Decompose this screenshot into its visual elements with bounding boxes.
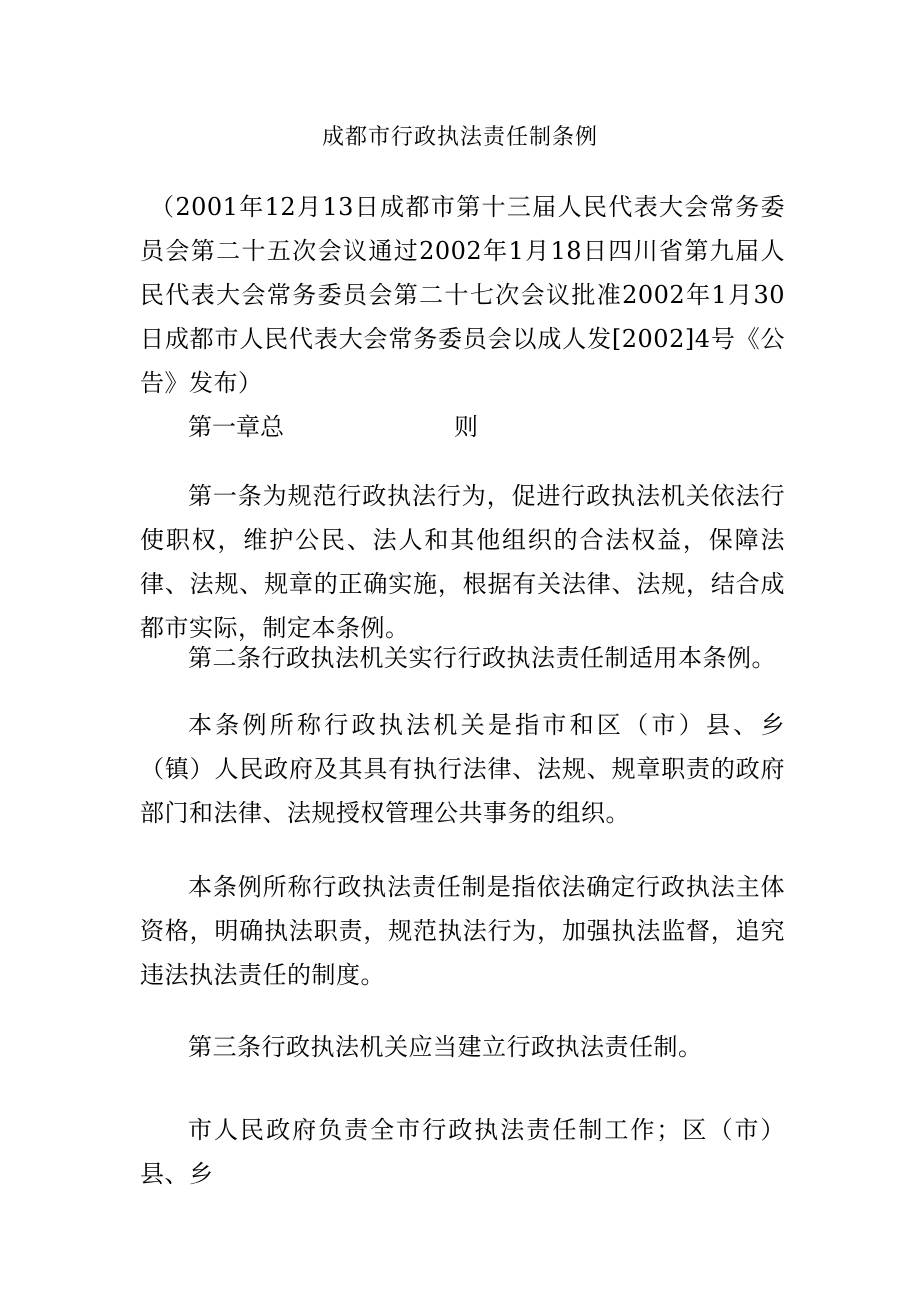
document-title: 成都市行政执法责任制条例 (321, 125, 598, 150)
chapter-heading (188, 405, 478, 449)
article-2-paragraph: 第二条行政执法机关实行行政执法责任制适用本条例。 (188, 644, 776, 672)
executive-agency-definition: 本条例所称行政执法机关是指市和区（市）县、乡（镇）人民政府及其具有执行法律、法规、规章职责的政府部门和法律、法规授权管理公共事务的组织。 (140, 711, 785, 827)
article-3-paragraph: 第三条行政执法机关应当建立行政执法责任制。 (188, 1033, 703, 1061)
chapter-label-end: 则 (454, 413, 478, 441)
article-1-paragraph: 第一条为规范行政执法行为，促进行政执法机关依法行使职权，维护公民、法人和其他组织的合法权益，保障法律、法规、规章的正确实施，根据有关法律、法规，结合成都市实际，制定本条例。 (140, 482, 785, 642)
chapter-label: 第一章总 (188, 413, 284, 441)
municipal-government-paragraph: 市人民政府负责全市行政执法责任制工作；区（市）县、乡 (140, 1116, 785, 1188)
responsibility-system-definition: 本条例所称行政执法责任制是指依法确定行政执法主体资格，明确执法职责，规范执法行为，加强执法监督，追究违法执法责任的制度。 (140, 873, 785, 989)
enactment-note: （2001年12月13日成都市第十三届人民代表大会常务委员会第二十五次会议通过2002年1月18日四川省第九届人民代表大会常务委员会第二十七次会议批准2002年1月30日成都市人民代表大会常务委员会以成人发[2002]4号《公告》发布） (140, 193, 785, 397)
